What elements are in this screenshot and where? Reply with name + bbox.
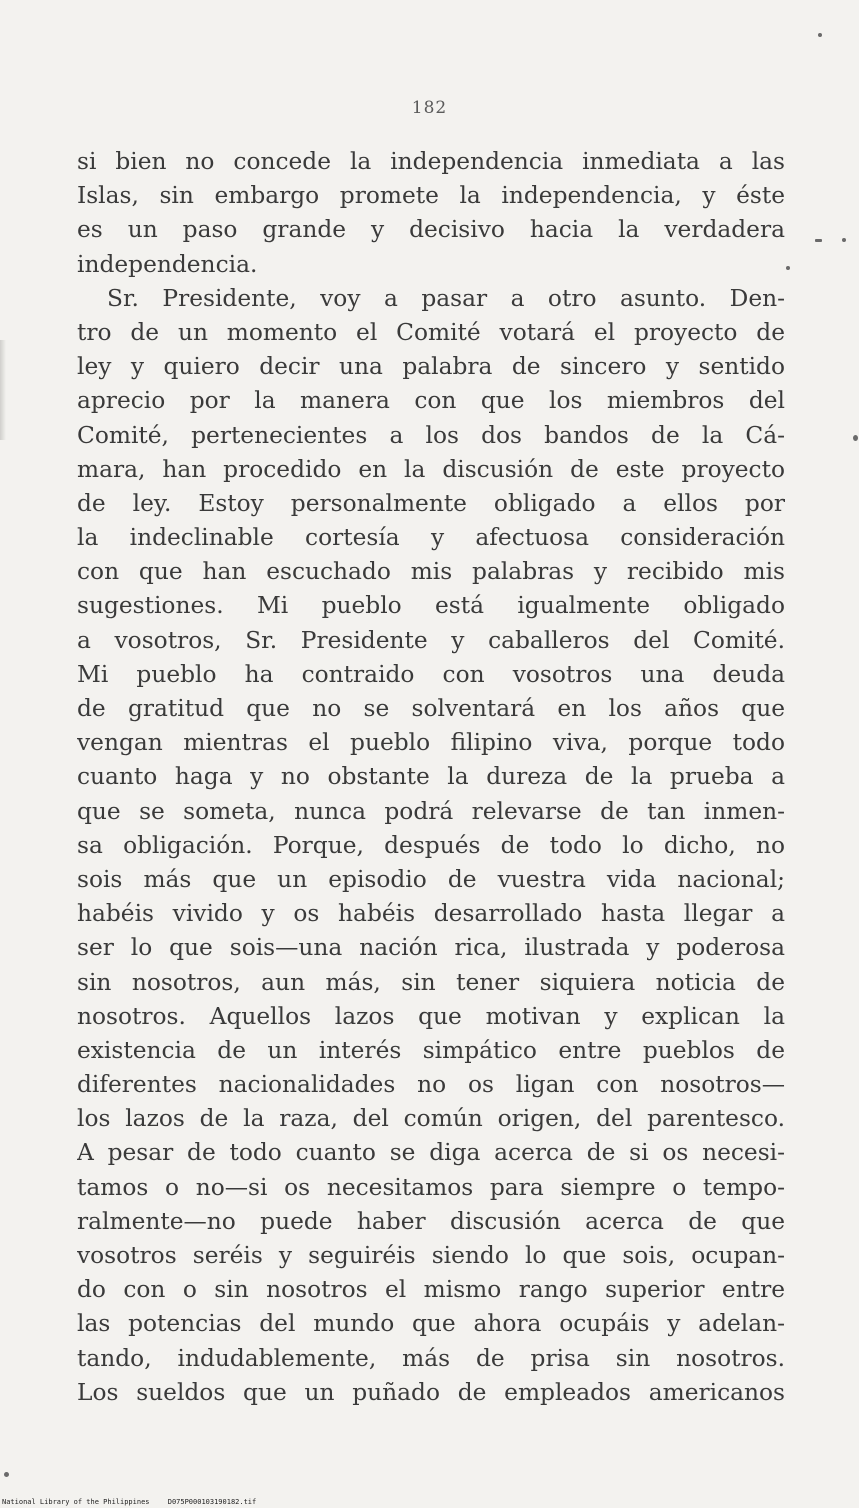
text-line: tro de un momento el Comité votará el proyecto de	[77, 318, 785, 346]
scan-speck	[815, 239, 822, 242]
text-line: ralmente—no puede haber discusión acerca de que	[77, 1207, 785, 1235]
scan-speck	[853, 435, 858, 441]
footer-library: National Library of the Philippines	[2, 1498, 150, 1506]
text-line: sin nosotros, aun más, sin tener siquiera noticia de	[77, 968, 785, 996]
text-line: que se someta, nunca podrá relevarse de tan inmen-	[77, 797, 785, 825]
text-line: la indeclinable cortesía y afectuosa consideración	[77, 524, 785, 552]
footer-filename: D075P000103190182.tif	[167, 1498, 257, 1506]
text-line: Islas, sin embargo promete la independencia, y éste	[77, 182, 785, 210]
text-line: ley y quiero decir una palabra de sincero y sentido	[77, 353, 785, 381]
text-line: sa obligación. Porque, después de todo lo dicho, no	[77, 831, 785, 859]
text-line: es un paso grande y decisivo hacia la verdadera	[77, 216, 785, 244]
text-line: Los sueldos que un puñado de empleados americanos	[77, 1378, 785, 1406]
text-line: independencia.	[77, 250, 258, 278]
text-line: mara, han procedido en la discusión de este proyecto	[77, 455, 785, 483]
text-line: A pesar de todo cuanto se diga acerca de si os necesi-	[77, 1139, 785, 1167]
text-line: los lazos de la raza, del común origen, del parentesco.	[77, 1105, 785, 1133]
text-line: existencia de un interés simpático entre pueblos de	[77, 1036, 785, 1064]
text-line: sugestiones. Mi pueblo está igualmente obligado	[77, 592, 785, 620]
scan-speck	[786, 266, 790, 270]
text-line: vosotros seréis y seguiréis siendo lo que sois, ocupan-	[77, 1242, 785, 1269]
text-line: con que han escuchado mis palabras y recibido mis	[77, 558, 785, 586]
text-line: tando, indudablemente, más de prisa sin nosotros.	[77, 1344, 785, 1372]
text-line: de ley. Estoy personalmente obligado a ellos por	[77, 489, 785, 517]
scan-speck	[818, 33, 822, 37]
page-number: 182	[411, 98, 448, 118]
page-edge-shadow	[0, 340, 6, 440]
text-line: Mi pueblo ha contraido con vosotros una deuda	[77, 660, 785, 688]
text-line: de gratitud que no se solventará en los años que	[77, 695, 785, 722]
text-line: tamos o no—si os necesitamos para siempre o tempo-	[77, 1173, 785, 1201]
text-line: habéis vivido y os habéis desarrollado hasta llegar a	[77, 900, 785, 928]
text-line: ser lo que sois—una nación rica, ilustrada y poderosa	[77, 934, 785, 962]
text-line: si bien no concede la independencia inmediata a las	[77, 148, 785, 175]
body-text	[77, 145, 785, 1410]
text-line: cuanto haga y no obstante la dureza de la prueba a	[77, 763, 785, 791]
text-line: Comité, pertenecientes a los dos bandos de la Cá-	[77, 421, 785, 449]
text-line: sois más que un episodio de vuestra vida nacional;	[77, 865, 785, 893]
scan-speck	[842, 238, 846, 242]
scan-footer	[2, 1498, 256, 1506]
scan-speck	[4, 1472, 9, 1477]
text-line: a vosotros, Sr. Presidente y caballeros del Comité.	[77, 626, 785, 654]
text-line: nosotros. Aquellos lazos que motivan y explican la	[77, 1002, 785, 1030]
text-line: Sr. Presidente, voy a pasar a otro asunto. Den-	[107, 284, 785, 312]
text-line: do con o sin nosotros el mismo rango superior entre	[77, 1276, 785, 1304]
text-line: las potencias del mundo que ahora ocupáis y adelan-	[77, 1310, 785, 1338]
text-line: vengan mientras el pueblo filipino viva, porque todo	[77, 729, 785, 757]
text-line: aprecio por la manera con que los miembros del	[77, 387, 785, 415]
text-line: diferentes nacionalidades no os ligan con nosotros—	[77, 1071, 785, 1099]
